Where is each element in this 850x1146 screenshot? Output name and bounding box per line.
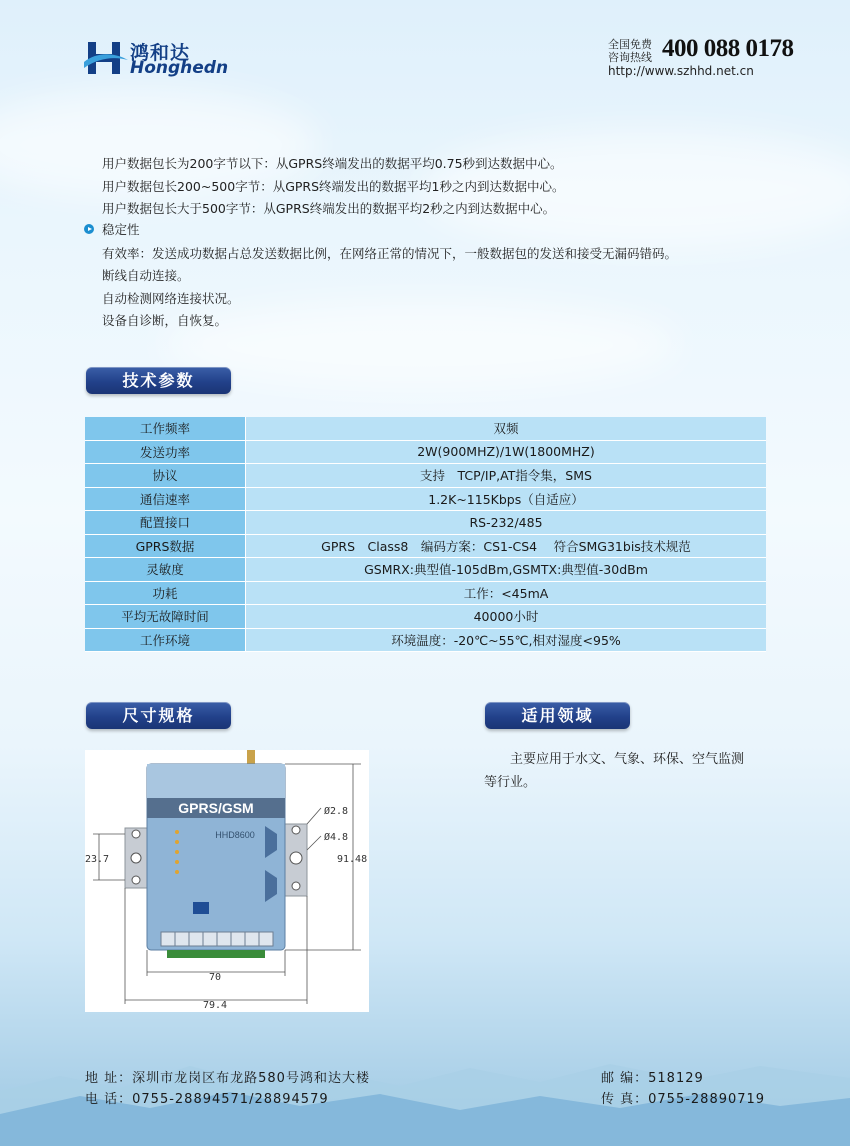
terminal-block bbox=[167, 950, 265, 958]
intro-line: 用户数据包长为200字节以下：从GPRS终端发出的数据平均0.75秒到达数据中心。 bbox=[102, 156, 563, 171]
footer-postcode: 邮 编：518129 bbox=[601, 1071, 704, 1086]
background-cloud bbox=[160, 300, 680, 390]
size-heading: 尺寸规格 bbox=[86, 702, 231, 729]
antenna-connector bbox=[247, 750, 255, 764]
spec-value: 2W(900MHZ)/1W(1800MHZ) bbox=[246, 440, 767, 464]
logo-english-name: Honghedn bbox=[130, 58, 229, 78]
intro-line: 用户数据包长200~500字节：从GPRS终端发出的数据平均1秒之内到达数据中心。 bbox=[102, 179, 565, 194]
footer-fax: 传 真：0755-28890719 bbox=[601, 1092, 766, 1107]
logo-chinese-name: 鸿和达 bbox=[130, 42, 191, 64]
mount-hole bbox=[292, 826, 300, 834]
bullet-icon bbox=[84, 224, 94, 234]
stability-title: 稳定性 bbox=[102, 222, 140, 237]
table-row bbox=[85, 558, 766, 582]
stability-line: 设备自诊断，自恢复。 bbox=[102, 313, 228, 328]
mount-hole bbox=[132, 830, 140, 838]
spec-value: RS-232/485 bbox=[246, 511, 767, 535]
spec-table bbox=[85, 417, 766, 652]
spec-value: 环境温度：-20℃~55℃,相对湿度<95% bbox=[246, 628, 767, 652]
stability-line: 有效率：发送成功数据占总发送数据比例，在网络正常的情况下，一般数据包的发送和接受无漏码错码。 bbox=[102, 246, 678, 261]
spec-value: 支持 TCP/IP,AT指令集，SMS bbox=[246, 464, 767, 488]
device-logo-icon bbox=[193, 902, 209, 914]
dim-height: 91.48 bbox=[337, 854, 368, 865]
mount-hole bbox=[292, 882, 300, 890]
spec-value: 双频 bbox=[246, 417, 767, 440]
spec-key: GPRS数据 bbox=[85, 534, 246, 558]
mount-hole bbox=[290, 852, 302, 864]
stability-line: 断线自动连接。 bbox=[102, 268, 190, 283]
device-model: HHD8600 bbox=[215, 830, 255, 840]
hotline-number: 400 088 0178 bbox=[662, 35, 794, 62]
table-row bbox=[85, 628, 766, 652]
device-figure bbox=[85, 750, 369, 1012]
dim-outer-width: 79.4 bbox=[203, 1000, 228, 1011]
dim-hole-large: Ø4.8 bbox=[324, 832, 349, 843]
spec-value: 40000小时 bbox=[246, 605, 767, 629]
table-row bbox=[85, 534, 766, 558]
logo-icon bbox=[84, 38, 128, 78]
table-row bbox=[85, 417, 766, 440]
spec-key: 发送功率 bbox=[85, 440, 246, 464]
footer-phone: 电 话：0755-28894571/28894579 bbox=[85, 1092, 329, 1107]
application-heading: 适用领域 bbox=[485, 702, 630, 729]
spec-key: 平均无故障时间 bbox=[85, 605, 246, 629]
spec-value: GPRS Class8 编码方案：CS1-CS4 符合SMG31bis技术规范 bbox=[246, 534, 767, 558]
spec-key: 灵敏度 bbox=[85, 558, 246, 582]
spec-key: 功耗 bbox=[85, 581, 246, 605]
footer-address: 地 址：深圳市龙岗区布龙路580号鸿和达大楼 bbox=[85, 1071, 370, 1086]
mount-hole bbox=[132, 876, 140, 884]
table-row bbox=[85, 487, 766, 511]
spec-key: 工作环境 bbox=[85, 628, 246, 652]
application-text: 主要应用于水文、气象、环保、空气监测等行业。 bbox=[484, 752, 745, 790]
dim-hole-spacing: 23.7 bbox=[85, 854, 110, 865]
hotline-label bbox=[608, 38, 652, 64]
spec-key: 配置接口 bbox=[85, 511, 246, 535]
table-row bbox=[85, 581, 766, 605]
table-row bbox=[85, 464, 766, 488]
table-row bbox=[85, 440, 766, 464]
spec-value: 工作：<45mA bbox=[246, 581, 767, 605]
hotline-label-line2: 咨询热线 bbox=[608, 51, 652, 64]
spec-key: 工作频率 bbox=[85, 417, 246, 440]
table-row bbox=[85, 511, 766, 535]
tech-params-heading: 技术参数 bbox=[86, 367, 231, 394]
hotline-label-line1: 全国免费 bbox=[608, 38, 652, 51]
device-label: GPRS/GSM bbox=[178, 800, 254, 816]
stability-line: 自动检测网络连接状况。 bbox=[102, 291, 240, 306]
spec-value: 1.2K~115Kbps（自适应） bbox=[246, 487, 767, 511]
spec-key: 协议 bbox=[85, 464, 246, 488]
dim-inner-width: 70 bbox=[209, 972, 222, 983]
spec-value: GSMRX:典型值-105dBm,GSMTX:典型值-30dBm bbox=[246, 558, 767, 582]
intro-line: 用户数据包长大于500字节：从GPRS终端发出的数据平均2秒之内到达数据中心。 bbox=[102, 201, 556, 216]
mount-hole bbox=[131, 853, 141, 863]
device-drawing bbox=[85, 750, 369, 1012]
table-row bbox=[85, 605, 766, 629]
website-url[interactable]: http://www.szhhd.net.cn bbox=[608, 64, 754, 78]
spec-key: 通信速率 bbox=[85, 487, 246, 511]
dim-hole-small: Ø2.8 bbox=[324, 806, 349, 817]
